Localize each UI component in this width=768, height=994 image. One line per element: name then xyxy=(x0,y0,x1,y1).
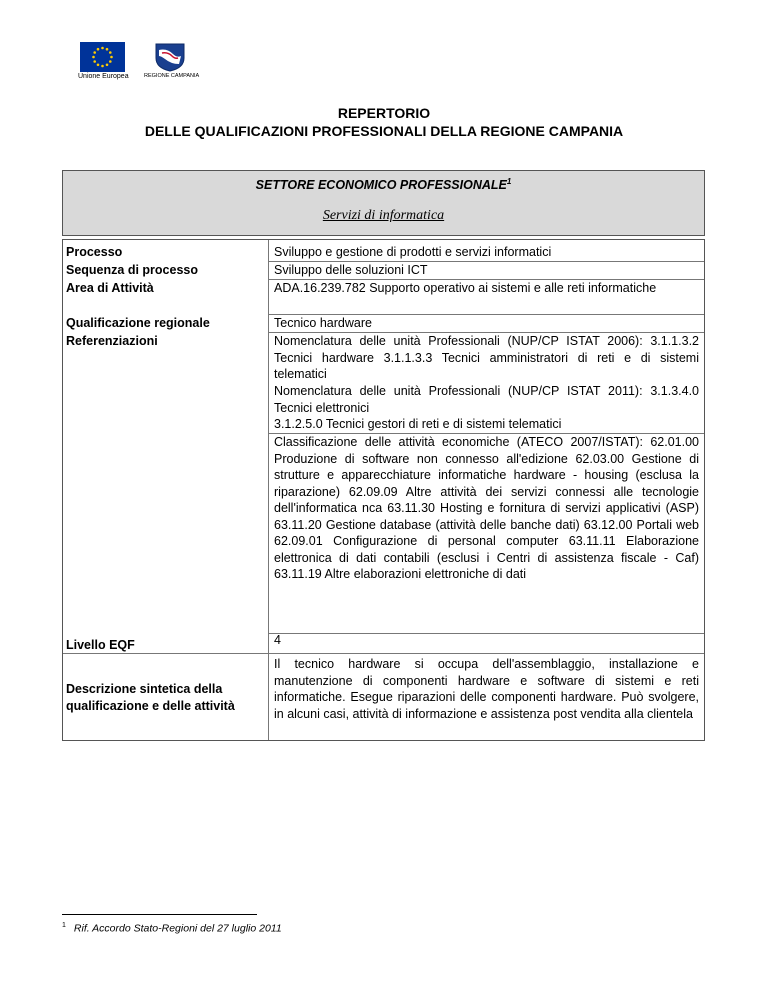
eu-flag-logo xyxy=(80,42,125,72)
value-descrizione: Il tecnico hardware si occupa dell'assemblaggio, installazione e manutenzione di componenti hardware e software di sistemi e reti informatiche. Esegue riparazioni delle componenti hardware. Può svolgere, in alcuni casi, attività di informazione e assistenza post vendita alla clientela xyxy=(274,657,699,721)
label-descrizione: Descrizione sintetica della qualificazione e delle attività xyxy=(66,682,235,713)
label-referenziazioni: Referenziazioni xyxy=(66,334,158,348)
document-subtitle: DELLE QUALIFICAZIONI PROFESSIONALI DELLA REGIONE CAMPANIA xyxy=(144,123,624,139)
region-caption: REGIONE CAMPANIA xyxy=(144,73,200,79)
value-sequenza: Sviluppo delle soluzioni ICT xyxy=(274,263,428,277)
label-qualificazione: Qualificazione regionale xyxy=(66,316,210,330)
value-qualificazione: Tecnico hardware xyxy=(274,316,372,330)
qualification-table xyxy=(62,239,705,741)
footnote-ref[interactable]: 1 xyxy=(506,177,512,186)
label-eqf: Livello EQF xyxy=(66,638,135,652)
footnote-mark: 1 xyxy=(62,922,66,929)
sector-name: Servizi di informatica xyxy=(322,208,445,223)
document-title: REPERTORIO xyxy=(337,105,431,121)
value-nup-2011: Nomenclatura delle unità Professionali (NUP/CP ISTAT 2011): 3.1.3.4.0 Tecnici elettronici xyxy=(274,384,699,415)
footnote-text: Rif. Accordo Stato-Regioni del 27 luglio 2011 xyxy=(73,922,282,935)
column-divider xyxy=(268,240,269,740)
regione-campania-logo xyxy=(153,42,187,72)
row-divider xyxy=(63,653,704,654)
footnote xyxy=(62,922,282,935)
eu-caption: Unione Europea xyxy=(78,73,129,80)
label-area: Area di Attività xyxy=(66,281,154,295)
value-ateco: Classificazione delle attività economiche (ATECO 2007/ISTAT): 62.01.00 Produzione di software non connesso all'edizione 62.03.00 Gestione di strutture e apparecchiature informatiche hardware - housing (esclusa la riparazione) 62.09.09 Altre attività dei servizi connessi alle tecnologie dell'informatica nca 63.11.30 Hosting e fornitura di servizi applicativi (ASP) 63.11.20 Gestione database (attività delle banche dati) 63.12.00 Portali web 62.09.01 Configurazione di personal computer 63.11.11 Elaborazione elettronica di dati contabili (esclusi i Centri di assistenza fiscale - Caf) 63.11.19 Altre elaborazioni elettroniche di dati xyxy=(274,435,699,581)
value-nup-2006: Nomenclatura delle unità Professionali (NUP/CP ISTAT 2006): 3.1.1.3.2 Tecnici hardware 3.1.1.3.3 Tecnici amministratori di reti e di sistemi telematici xyxy=(274,334,699,381)
label-processo: Processo xyxy=(66,245,123,259)
value-processo: Sviluppo e gestione di prodotti e servizi informatici xyxy=(274,245,552,259)
value-nup-2011-b: 3.1.2.5.0 Tecnici gestori di reti e di sistemi telematici xyxy=(274,417,562,431)
value-area: ADA.16.239.782 Supporto operativo ai sistemi e alle reti informatiche xyxy=(274,281,657,295)
value-eqf: 4 xyxy=(274,633,281,647)
header-logos xyxy=(80,42,200,82)
sector-heading: SETTORE ECONOMICO PROFESSIONALE$^1$ xyxy=(255,177,512,193)
footnote-separator xyxy=(62,914,257,915)
sector-box xyxy=(62,170,705,236)
label-sequenza: Sequenza di processo xyxy=(66,263,198,277)
